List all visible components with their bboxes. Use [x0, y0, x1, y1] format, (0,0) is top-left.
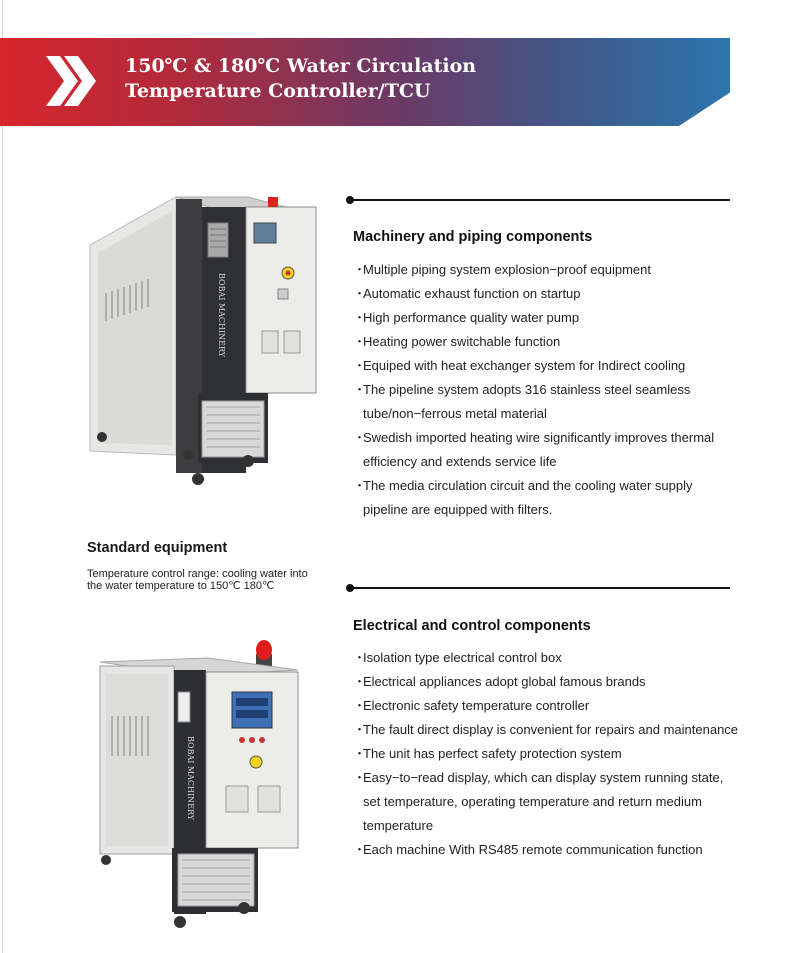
- list-item-continuation: pipeline are equipped with filters.: [363, 502, 553, 517]
- list-item: ・The unit has perfect safety protection system: [353, 746, 622, 761]
- page-title-line-1: 150℃ & 180℃ Water Circulation: [125, 55, 477, 77]
- list-item: ・Electronic safety temperature controller: [353, 698, 590, 713]
- standard-equipment-heading: Standard equipment: [87, 540, 228, 556]
- list-item: ・Equiped with heat exchanger system for Indirect cooling: [353, 358, 686, 373]
- section-2-heading: Electrical and control components: [353, 618, 591, 634]
- list-item-continuation: tube/non−ferrous metal material: [363, 406, 547, 421]
- page-title-line-2: Temperature Controller/TCU: [125, 80, 431, 102]
- list-item: ・The pipeline system adopts 316 stainless steel seamless: [353, 382, 691, 397]
- section-1-rule: [350, 199, 730, 201]
- section-2-list: [353, 646, 738, 862]
- list-item: ・The fault direct display is convenient for repairs and maintenance: [353, 722, 739, 737]
- list-item: ・Multiple piping system explosion−proof equipment: [353, 262, 651, 277]
- machine-image-2: [98, 636, 308, 936]
- list-item-continuation: set temperature, operating temperature and return medium: [363, 794, 702, 809]
- section-2-rule: [350, 587, 730, 589]
- list-item: ・The media circulation circuit and the cooling water supply: [353, 478, 693, 493]
- list-item: ・Each machine With RS485 remote communication function: [353, 842, 703, 857]
- list-item: ・Swedish imported heating wire significantly improves thermal: [353, 430, 715, 445]
- section-1-heading: Machinery and piping components: [353, 229, 593, 245]
- list-item-continuation: efficiency and extends service life: [363, 454, 557, 469]
- section-1-list: [353, 258, 714, 522]
- page-title: [125, 54, 476, 104]
- list-item: ・Heating power switchable function: [353, 334, 561, 349]
- machine-image-1: [88, 193, 320, 493]
- machine-brand-label: BOBAI MACHINERY: [217, 273, 226, 358]
- machine-brand-label: BOBAI MACHINERY: [186, 736, 195, 821]
- list-item: ・Automatic exhaust function on startup: [353, 286, 581, 301]
- standard-equipment-line-2: the water temperature to 150℃ 180℃: [87, 579, 275, 592]
- double-chevron-icon: [44, 56, 96, 106]
- standard-equipment-text: [87, 569, 317, 592]
- list-item-continuation: temperature: [363, 818, 434, 833]
- list-item: ・Isolation type electrical control box: [353, 650, 562, 665]
- standard-equipment-line-1: Temperature control range: cooling water into: [87, 568, 308, 580]
- list-item: ・Easy−to−read display, which can display system running state,: [353, 770, 724, 785]
- list-item: ・Electrical appliances adopt global famous brands: [353, 674, 646, 689]
- page-left-border: [2, 0, 3, 953]
- list-item: ・High performance quality water pump: [353, 310, 580, 325]
